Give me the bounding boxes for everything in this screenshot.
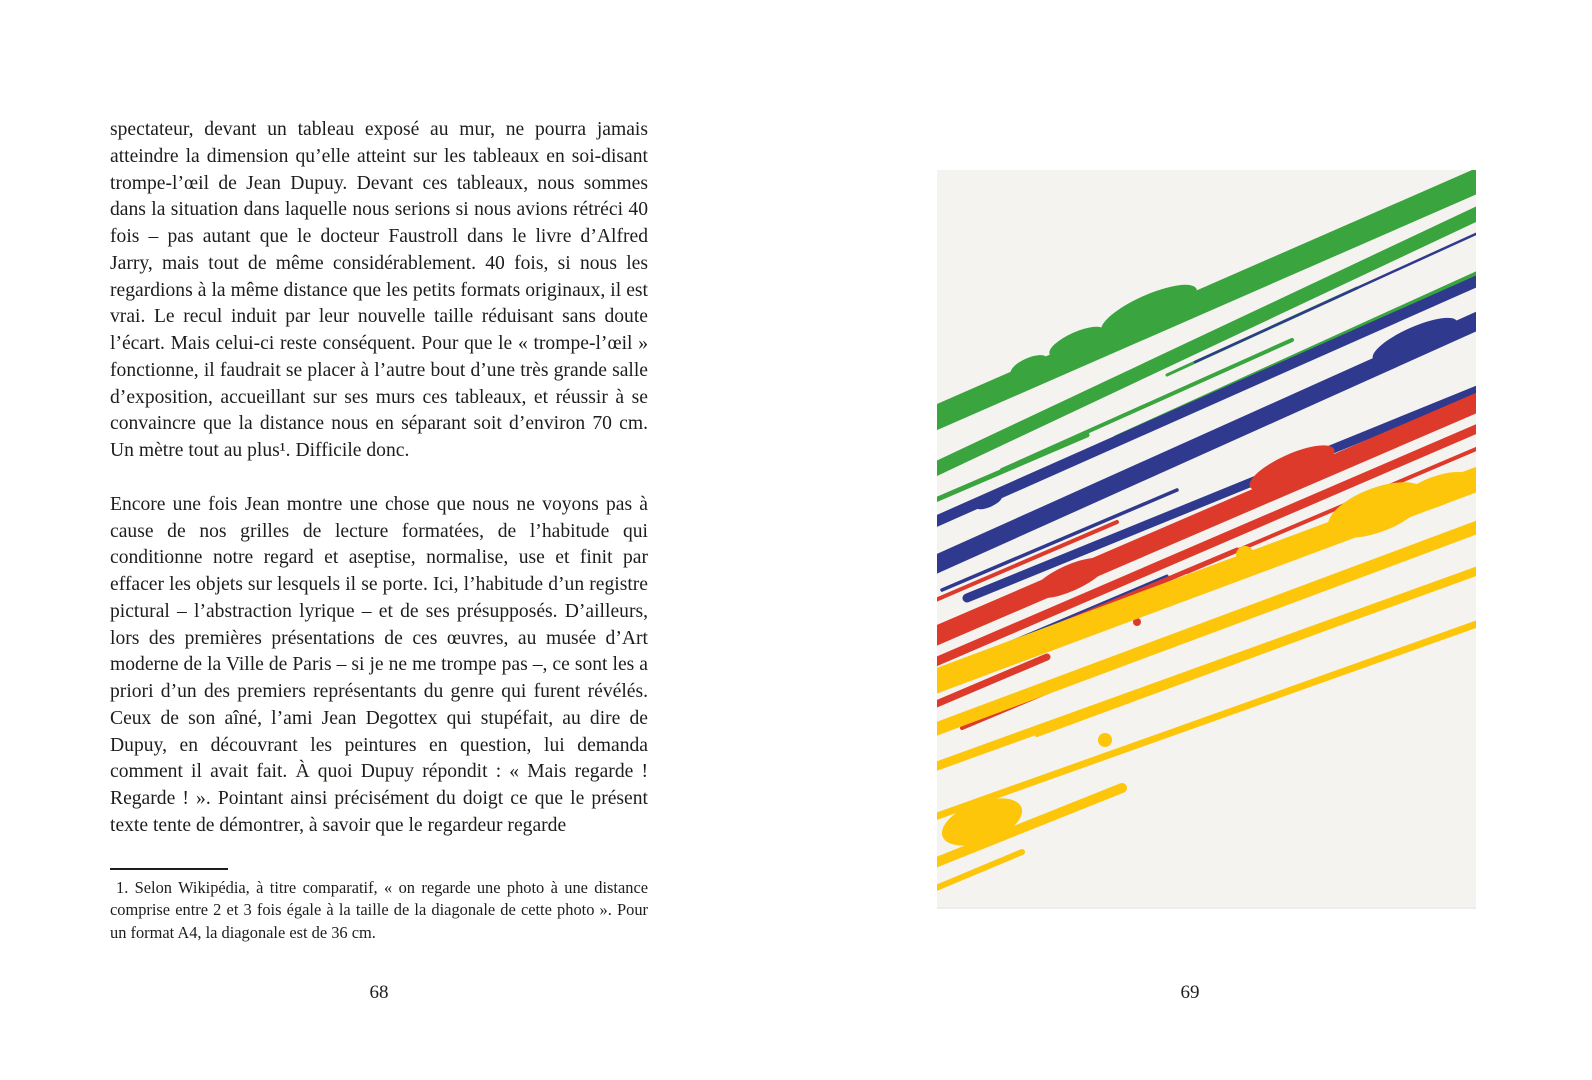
left-page-text-block [110,117,648,840]
artwork-plate [937,170,1476,907]
body-paragraph-1: spectateur, devant un tableau exposé au mur, ne pourra jamais atteindre la dimension qu’elle atteint sur les tableaux en soi-disant trompe-l’œil de Jean Dupuy. Devant ces tableaux, nous sommes dans la situation dans laquelle nous serions si nous avions rétréci 40 fois – pas autant que le docteur Faustroll dans le livre d’Alfred Jarry, mais tout de même considérablement. 40 fois, si nous les regardions à la même distance que les petits formats originaux, il est vrai. Le recul induit par leur nouvelle taille réduisant sans doute l’écart. Mais celui-ci reste conséquent. Pour que le « trompe-l’œil » fonctionne, il faudrait se placer à l’autre bout d’une très grande salle d’exposition, accueillant sur ses murs ces tableaux, et réussir à se convaincre que la distance nous en séparant soit d’environ 70 cm. Un mètre tout au plus¹. Difficile donc. [110,119,648,461]
footnote: 1. Selon Wikipédia, à titre comparatif, « on regarde une photo à une distance comprise entre 2 et 3 fois égale à la taille de la diagonale de cette photo ». Pour un format A4, la diagonale est de 36 cm. [110,878,648,942]
artwork-background [937,170,1476,907]
page-number-left: 68 [369,982,389,1003]
body-paragraph-2: Encore une fois Jean montre une chose que nous ne voyons pas à cause de nos grilles de lecture formatées, de l’habitude qui conditionne notre regard et aseptise, normalise, use et finit par effacer les objets sur lesquels il se porte. Ici, l’habitude d’un registre pictural – l’abstraction lyrique – et de ses présupposés. D’ailleurs, lors des premières présentations de ces œuvres, au musée d’Art moderne de la Ville de Paris – si je ne me trompe pas –, ce sont les a priori d’un des premiers représentants du genre qui furent révélés. Ceux de son aîné, l’ami Jean Degottex qui stupéfait, au dire de Dupuy, en découvrant les peintures en question, lui demanda comment il avait fait. À quoi Dupuy répondit : « Mais regarde ! Regarde ! ». Pointant ainsi précisément du doigt ce que le présent texte tente de démontrer, à savoir que le regardeur regarde [110,493,648,836]
artwork-canvas [937,170,1476,907]
page-number-right: 69 [1180,982,1200,1003]
footnote-rule [110,868,228,870]
